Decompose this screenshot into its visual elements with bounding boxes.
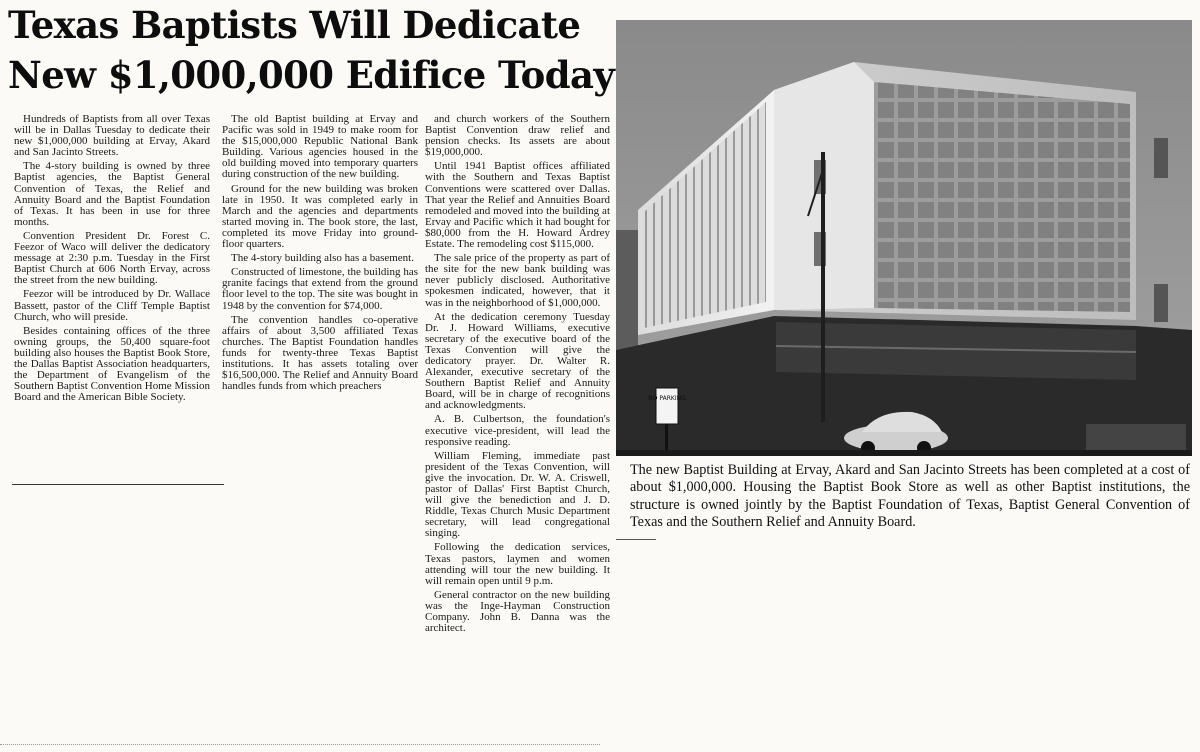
caption-rule (616, 539, 656, 540)
headline (8, 0, 615, 100)
headline-line-1: Texas Baptists Will Dedicate (8, 3, 581, 47)
page-edge-rule (0, 744, 600, 745)
paragraph: The 4-story building is owned by three Baptist agencies, the Baptist General Convention of Texas, the Relief and Annuity Board and the Baptist Foundation of Texas. It has been in use for three months. (14, 160, 210, 228)
paragraph: Until 1941 Baptist offices affiliated with the Southern and Texas Baptist Conventions were scattered over Dallas. That year the Relief and Annuities Board remodeled and moved into the building at Ervay and Pacific which it had bought for $80,000 from the H. Howard Ardrey Estate. The remodeling cost $115,000. (425, 160, 610, 251)
paragraph: At the dedication ceremony Tuesday Dr. J. Howard Williams, executive secretary of the executive board of the Texas Convention will give the dedicatory prayer. Dr. Walter R. Alexander, executive secretary of the Southern Baptist Relief and Annuity Board, will be in charge of recognitions and acknowledgments. (425, 310, 610, 412)
paragraph: Constructed of limestone, the building has granite facings that extend from the ground floor level to the top. The site was bought in 1948 by the convention for $74,000. (222, 266, 418, 312)
paragraph: Ground for the new building was broken late in 1950. It was completed early in March and the agencies and departments started moving in. The book store, the last, completed its move Friday into ground-floor quarters. (222, 182, 418, 251)
paragraph: The sale price of the property as part of the site for the new bank building was never publicly disclosed. Authoritative spokesmen indicated, however, that it was in the neighborhood of $1,000,000. (425, 252, 610, 309)
paragraph: Besides containing offices of the three owning groups, the 50,400 square-foot building also houses the Baptist Book Store, the Dallas Baptist Association headquarters, the Department of Evangelism of the Southern Baptist Convention Home Mission Board and the American Bible Society. (14, 324, 210, 404)
paragraph: Feezor will be introduced by Dr. Wallace Bassett, pastor of the Cliff Temple Baptist Church, who will preside. (14, 288, 210, 323)
paragraph: General contractor on the new building was the Inge-Hayman Construction Company. John B. Danna was the architect. (425, 588, 610, 635)
headline-line-2: New $1,000,000 Edifice Today (8, 53, 615, 97)
paragraph: The old Baptist building at Ervay and Pacific was sold in 1949 to make room for the $15,000,000 Republic National Bank Building. Various agencies housed in the old building moved into temporary quarters during construction of the new building. (222, 113, 418, 181)
paragraph: The 4-story building also has a basement. (231, 252, 414, 265)
column-end-rule (214, 484, 224, 485)
building-photo (616, 20, 1192, 456)
paragraph: Following the dedication services, Texas pastors, laymen and women attending will tour the new building. It will remain open until 9 p.m. (425, 541, 610, 587)
sign-text: NO PARKING (648, 395, 686, 402)
photo-caption: The new Baptist Building at Ervay, Akard and San Jacinto Streets has been completed at a cost of about $1,000,000. Housing the Baptist Book Store as well as other Baptist institutions, the structure is owned jointly by the Baptist Foundation of Texas, Baptist General Convention of Texas and the Southern Relief and Annuity Board. (630, 462, 1190, 531)
paragraph: Hundreds of Baptists from all over Texas will be in Dallas Tuesday to dedicate their new $1,000,000 building at Ervay, Akard and San Jacinto Streets. (14, 113, 210, 159)
paragraph: A. B. Culbertson, the foundation's executive vice-president, will lead the responsive reading. (425, 413, 610, 448)
paragraph: William Fleming, immediate past president of the Texas Convention, will give the invocation. Dr. W. A. Criswell, pastor of Dallas' First Baptist Church, will give the benediction and J. D. Riddle, Texas Church Music Department secretary, will lead congregational singing. (425, 449, 610, 540)
article-column-1 (14, 114, 210, 406)
column-end-rule (12, 484, 214, 485)
paragraph: Convention President Dr. Forest C. Feezor of Waco will deliver the dedicatory message at 2:30 p.m. Tuesday in the First Baptist Church at 606 North Ervay, across the street from the new building. (14, 229, 210, 287)
paragraph: The convention handles co-operative affairs of about 3,500 affiliated Texas churches. The Baptist Foundation handles funds for twenty-three Texas Baptist institutions. It has assets totaling over $16,500,000. The Relief and Annuity Board handles funds from which preachers (222, 313, 418, 393)
article-column-2 (222, 114, 418, 395)
article-column-3 (425, 114, 610, 637)
paragraph: and church workers of the Southern Baptist Convention draw relief and pension checks. Its assets are about $19,000,000. (425, 113, 610, 159)
